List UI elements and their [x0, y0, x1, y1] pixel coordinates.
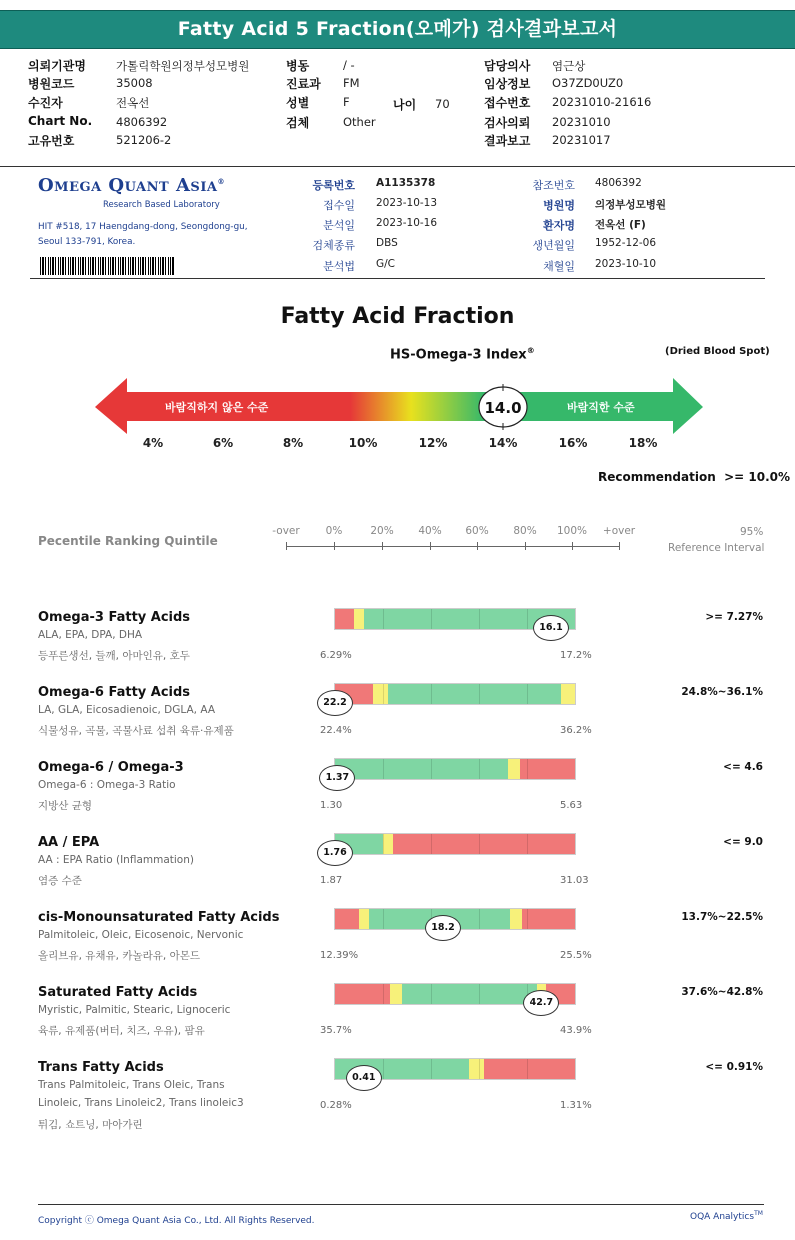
index-gauge	[95, 378, 705, 436]
bar-gridline	[383, 834, 384, 854]
bar-gridline	[479, 609, 480, 629]
footer-brand: OQA Analytics™	[690, 1210, 763, 1222]
bar-gridline	[479, 1059, 480, 1079]
row-min: 12.39%	[320, 950, 359, 961]
bar-gridline	[527, 909, 528, 929]
row-reference: >= 7.27%	[705, 611, 763, 623]
header-label: 수진자	[28, 96, 63, 110]
row-reference: 13.7%~22.5%	[681, 911, 763, 923]
header-value: F	[343, 95, 350, 109]
header-value: 전옥선	[116, 96, 150, 110]
scale-tick: 4%	[142, 436, 164, 450]
bar-gridline	[383, 909, 384, 929]
scale-tick: 18%	[628, 436, 658, 450]
scale-tick: 12%	[418, 436, 448, 450]
value-bubble: 1.76	[317, 840, 353, 866]
scale-tick: 10%	[348, 436, 378, 450]
row-reference: 37.6%~42.8%	[681, 986, 763, 998]
bar-segment	[561, 684, 575, 704]
bar-segment	[522, 909, 575, 929]
row-bar	[334, 758, 576, 780]
lab-tagline: Research Based Laboratory	[103, 200, 220, 210]
header-label: 병원코드	[28, 77, 75, 91]
lab-logo: Omega Quant Asia®	[38, 175, 225, 196]
axis-tick-mark	[619, 542, 620, 550]
bar-gridline	[479, 909, 480, 929]
row-max: 36.2%	[560, 725, 592, 736]
lab-address-1: HIT #518, 17 Haengdang-dong, Seongdong-gu,	[38, 222, 248, 232]
bar-gridline	[431, 759, 432, 779]
bar-segment	[335, 909, 359, 929]
value-bubble: 1.37	[319, 765, 355, 791]
value-bubble: 0.41	[346, 1065, 382, 1091]
row-title: Saturated Fatty Acids	[38, 985, 198, 1000]
header-value: 20231010	[552, 115, 611, 129]
header-value: 20231017	[552, 133, 611, 147]
row-bar	[334, 683, 576, 705]
header-label: 병동	[286, 59, 310, 73]
report-title: Fatty Acid 5 Fraction(오메가) 검사결과보고서	[0, 10, 795, 49]
bar-segment	[393, 834, 575, 854]
row-reference: <= 9.0	[723, 836, 763, 848]
bar-segment	[383, 834, 393, 854]
axis-tick-mark	[430, 542, 431, 550]
row-subtitle: ALA, EPA, DPA, DHA	[38, 629, 143, 641]
axis-tick: 80%	[513, 525, 537, 537]
bar-gridline	[479, 759, 480, 779]
bar-segment	[388, 684, 561, 704]
bar-gridline	[527, 684, 528, 704]
index-subtitle: HS-Omega-3 Index®	[390, 346, 535, 363]
lab-field-value: G/C	[376, 258, 396, 270]
row-reference: <= 0.91%	[705, 1061, 763, 1073]
axis-tick: 20%	[370, 525, 394, 537]
scale-tick: 16%	[558, 436, 588, 450]
bar-gridline	[383, 759, 384, 779]
lab-field-value: 2023-10-13	[376, 197, 438, 209]
lab-field-value: DBS	[376, 237, 398, 249]
value-bubble: 42.7	[523, 990, 559, 1016]
row-note: 올리브유, 유채유, 카놀라유, 아몬드	[38, 950, 201, 962]
bar-segment	[359, 909, 369, 929]
row-title: Omega-3 Fatty Acids	[38, 610, 191, 625]
bar-segment	[484, 1059, 575, 1079]
barcode	[40, 257, 175, 275]
row-note: 지방산 균형	[38, 800, 93, 812]
lab-field-label: 환자명	[543, 219, 575, 232]
bar-gridline	[383, 609, 384, 629]
row-max: 5.63	[560, 800, 583, 811]
axis-tick: +over	[602, 525, 636, 537]
recommendation: Recommendation >= 10.0%	[598, 470, 791, 484]
row-max: 25.5%	[560, 950, 592, 961]
bar-segment	[335, 984, 390, 1004]
axis-tick-mark	[382, 542, 383, 550]
scale-tick: 8%	[282, 436, 304, 450]
row-reference: 24.8%~36.1%	[681, 686, 763, 698]
row-bar	[334, 833, 576, 855]
value-bubble: 18.2	[425, 915, 461, 941]
lab-field-label: 분석법	[323, 260, 355, 273]
reference-interval-label: Reference Interval	[668, 542, 765, 554]
row-subtitle-2: Linoleic, Trans Linoleic2, Trans linoleic3	[38, 1097, 244, 1109]
header-value: 4806392	[116, 115, 168, 129]
header-value: / -	[343, 58, 355, 72]
header-label: 고유번호	[28, 134, 75, 148]
row-title: cis-Monounsaturated Fatty Acids	[38, 910, 280, 925]
row-max: 17.2%	[560, 650, 592, 661]
bar-segment	[510, 909, 522, 929]
bar-segment	[373, 684, 387, 704]
axis-tick: 40%	[418, 525, 442, 537]
header-value: Other	[343, 115, 376, 129]
bar-segment	[354, 609, 364, 629]
lab-field-label: 등록번호	[312, 179, 355, 192]
reference-percent: 95%	[740, 526, 764, 538]
header-divider	[0, 166, 795, 167]
axis-tick-mark	[572, 542, 573, 550]
bar-segment	[335, 609, 354, 629]
bar-gridline	[527, 759, 528, 779]
lab-field-label: 접수일	[323, 199, 355, 212]
header-value: 20231010-21616	[552, 95, 652, 109]
lab-field-label: 채혈일	[543, 260, 575, 273]
axis-tick: 100%	[556, 525, 588, 537]
header-label: 접수번호	[484, 96, 531, 110]
bar-segment	[402, 984, 536, 1004]
row-min: 22.4%	[320, 725, 352, 736]
axis-tick: 60%	[465, 525, 489, 537]
lab-field-value: 2023-10-16	[376, 217, 438, 229]
age-label: 나이	[393, 98, 417, 112]
bar-gridline	[383, 1059, 384, 1079]
bar-gridline	[383, 984, 384, 1004]
row-note: 육류, 유제품(버터, 치즈, 우유), 팜유	[38, 1025, 205, 1037]
header-label: 결과보고	[484, 134, 531, 148]
row-subtitle: Myristic, Palmitic, Stearic, Lignoceric	[38, 1004, 231, 1016]
lab-field-value: A1135378	[376, 177, 436, 189]
lab-divider	[30, 278, 765, 279]
row-note: 튀김, 쇼트닝, 마아가린	[38, 1119, 143, 1131]
index-value: 14.0	[484, 399, 522, 417]
lab-field-label: 참조번호	[532, 179, 575, 192]
lab-field-value: 2023-10-10	[595, 258, 657, 270]
lab-field-value: 전옥선 (F)	[595, 219, 646, 231]
row-max: 43.9%	[560, 1025, 592, 1036]
row-min: 6.29%	[320, 650, 352, 661]
age-value: 70	[435, 97, 450, 111]
section-title: Fatty Acid Fraction	[280, 304, 515, 329]
bar-gridline	[383, 684, 384, 704]
bar-gridline	[479, 834, 480, 854]
header-label: 검체	[286, 116, 310, 130]
value-bubble: 16.1	[533, 615, 569, 641]
header-label: 임상정보	[484, 77, 531, 91]
bar-gridline	[527, 834, 528, 854]
header-label: 성별	[286, 96, 310, 110]
row-title: Omega-6 Fatty Acids	[38, 685, 191, 700]
row-min: 1.30	[320, 800, 343, 811]
header-value: FM	[343, 76, 360, 90]
bar-segment	[390, 984, 402, 1004]
bar-gridline	[431, 609, 432, 629]
row-note: 식물성유, 곡물, 곡물사료 섭취 육류·유제품	[38, 725, 234, 737]
bar-segment	[508, 759, 520, 779]
header-label: 의뢰기관명	[28, 59, 86, 73]
left-arrow-text: 바람직하지 않은 수준	[165, 401, 269, 414]
bar-gridline	[431, 984, 432, 1004]
header-label: 검사의뢰	[484, 116, 531, 130]
row-max: 1.31%	[560, 1100, 592, 1111]
row-subtitle: AA : EPA Ratio (Inflammation)	[38, 854, 194, 866]
row-subtitle: Palmitoleic, Oleic, Eicosenoic, Nervonic	[38, 929, 244, 941]
row-max: 31.03	[560, 875, 589, 886]
header-label: Chart No.	[28, 114, 93, 128]
bar-segment	[335, 759, 508, 779]
right-arrow-text: 바람직한 수준	[567, 401, 635, 414]
sample-type: (Dried Blood Spot)	[665, 346, 770, 357]
row-min: 0.28%	[320, 1100, 352, 1111]
axis-tick-mark	[525, 542, 526, 550]
row-note: 염증 수준	[38, 875, 82, 887]
row-title: Omega-6 / Omega-3	[38, 760, 184, 775]
lab-field-label: 병원명	[543, 199, 575, 212]
row-subtitle: Omega-6 : Omega-3 Ratio	[38, 779, 176, 791]
lab-field-label: 검체종류	[312, 239, 355, 252]
row-min: 35.7%	[320, 1025, 352, 1036]
axis-tick: -over	[272, 525, 300, 537]
row-min: 1.87	[320, 875, 343, 886]
scale-tick: 6%	[212, 436, 234, 450]
value-bubble: 22.2	[317, 690, 353, 716]
row-subtitle: LA, GLA, Eicosadienoic, DGLA, AA	[38, 704, 216, 716]
bar-gridline	[431, 1059, 432, 1079]
axis-tick-mark	[477, 542, 478, 550]
bar-gridline	[527, 1059, 528, 1079]
axis-tick-mark	[334, 542, 335, 550]
bar-gridline	[431, 684, 432, 704]
header-value: 35008	[116, 76, 153, 90]
lab-field-label: 생년월일	[532, 239, 575, 252]
lab-field-value: 4806392	[595, 177, 642, 189]
header-value: 염근상	[552, 59, 586, 73]
axis-tick-mark	[286, 542, 287, 550]
row-note: 등푸른생선, 들깨, 아마인유, 호두	[38, 650, 190, 662]
index-marker	[479, 384, 527, 430]
lab-field-value: 의정부성모병원	[595, 199, 667, 211]
axis-tick: 0%	[325, 525, 343, 537]
footer-divider	[38, 1204, 764, 1205]
bar-gridline	[479, 984, 480, 1004]
bar-gridline	[431, 834, 432, 854]
row-title: AA / EPA	[38, 835, 100, 850]
bar-segment	[520, 759, 575, 779]
lab-address-2: Seoul 133-791, Korea.	[38, 237, 136, 247]
header-label: 진료과	[286, 77, 321, 91]
bar-gridline	[479, 684, 480, 704]
bar-gridline	[527, 609, 528, 629]
bar-segment	[469, 1059, 483, 1079]
row-reference: <= 4.6	[723, 761, 763, 773]
header-value: O37ZD0UZ0	[552, 76, 624, 90]
copyright: Copyright ⓒ Omega Quant Asia Co., Ltd. All Rights Reserved.	[38, 1216, 315, 1226]
scale-tick: 14%	[488, 436, 518, 450]
axis-line	[286, 546, 619, 547]
row-subtitle: Trans Palmitoleic, Trans Oleic, Trans	[38, 1079, 225, 1091]
quintile-label: Pecentile Ranking Quintile	[38, 534, 218, 548]
header-value: 521206-2	[116, 133, 172, 147]
header-value: 가톨릭학원의정부성모병원	[116, 59, 250, 73]
row-title: Trans Fatty Acids	[38, 1060, 164, 1075]
lab-field-value: 1952-12-06	[595, 237, 657, 249]
lab-field-label: 분석일	[323, 219, 355, 232]
header-label: 담당의사	[484, 59, 531, 73]
